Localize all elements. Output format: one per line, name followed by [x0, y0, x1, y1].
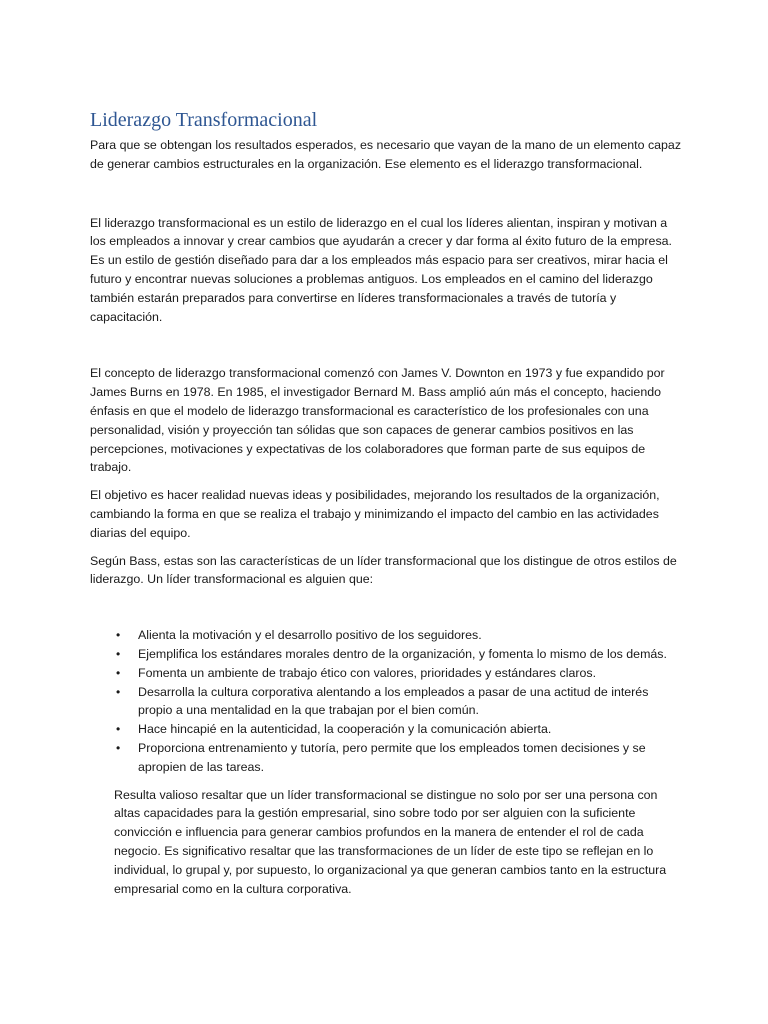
list-item-text: Ejemplifica los estándares morales dentro de la organización, y fomenta lo mismo de los demás.	[138, 646, 667, 661]
document-title: Liderazgo Transformacional	[90, 109, 318, 131]
list-item-text: Desarrolla la cultura corporativa alentando a los empleados a pasar de una actitud de interés propio a una mentalidad en la que trabajan por el bien común.	[138, 684, 649, 718]
paragraph-intro: Para que se obtengan los resultados esperados, es necesario que vayan de la mano de un elemento capaz de generar cambios estructurales en la organización. Ese elemento es el liderazgo transformacional.	[90, 138, 682, 171]
paragraph-bass-intro: Según Bass, estas son las características de un líder transformacional que los distingue de otros estilos de liderazgo. Un líder transformacional es alguien que:	[90, 553, 677, 587]
list-item	[90, 720, 682, 739]
document-body	[90, 108, 682, 898]
bullet-icon: •	[116, 665, 121, 680]
list-item	[90, 664, 682, 683]
list-item-text: Hace hincapié en la autenticidad, la cooperación y la comunicación abierta.	[138, 722, 552, 737]
list-item	[90, 739, 682, 777]
bullet-icon: •	[116, 646, 121, 661]
list-item-text: Alienta la motivación y el desarrollo positivo de los seguidores.	[138, 628, 482, 643]
paragraph-closing: Resulta valioso resaltar que un líder transformacional se distingue no solo por ser una persona con altas capacidades para la gestión empresarial, sino sobre todo por ser alguien con la suficiente convicción e influencia para generar cambios profundos en la manera de entender el rol de cada negocio. Es significativo resaltar que las transformaciones de un líder de este tipo se reflejan en lo individual, lo grupal y, por supuesto, lo organizacional ya que generan cambios tanto en la estructura empresarial como en la cultura corporativa.	[114, 787, 667, 896]
paragraph-definition: El liderazgo transformacional es un estilo de liderazgo en el cual los líderes alientan, inspiran y motivan a los empleados a innovar y crear cambios que ayudarán a crecer y dar forma al éxito futuro de la empresa. Es un estilo de gestión diseñado para dar a los empleados más espacio para ser creativos, mirar hacia el futuro y encontrar nuevas soluciones a problemas antiguos. Los empleados en el camino del liderazgo también estarán preparados para convertirse en líderes transformacionales a través de tutoría y capacitación.	[90, 215, 672, 324]
characteristics-list	[90, 626, 682, 776]
bullet-icon: •	[116, 628, 121, 643]
paragraph-history: El concepto de liderazgo transformacional comenzó con James V. Downton en 1973 y fue expandido por James Burns en 1978. En 1985, el investigador Bernard M. Bass amplió aún más el concepto, haciendo énfasis en que el modelo de liderazgo transformacional es característico de los profesionales con una personalidad, visión y proyección tan sólidas que son capaces de generar cambios positivos en las percepciones, motivaciones y expectativas de los colaboradores que forman parte de sus equipos de trabajo.	[90, 366, 665, 475]
bullet-icon: •	[116, 684, 121, 699]
list-item-text: Proporciona entrenamiento y tutoría, pero permite que los empleados tomen decisiones y se apropien de las tareas.	[138, 740, 646, 774]
list-item	[90, 645, 682, 664]
paragraph-objective: El objetivo es hacer realidad nuevas ideas y posibilidades, mejorando los resultados de la organización, cambiando la forma en que se realiza el trabajo y minimizando el impacto del cambio en las actividades diarias del equipo.	[90, 488, 660, 540]
bullet-icon: •	[116, 740, 121, 755]
list-item	[90, 626, 682, 645]
list-item-text: Fomenta un ambiente de trabajo ético con valores, prioridades y estándares claros.	[138, 665, 597, 680]
bullet-icon: •	[116, 722, 121, 737]
list-item	[90, 683, 682, 721]
